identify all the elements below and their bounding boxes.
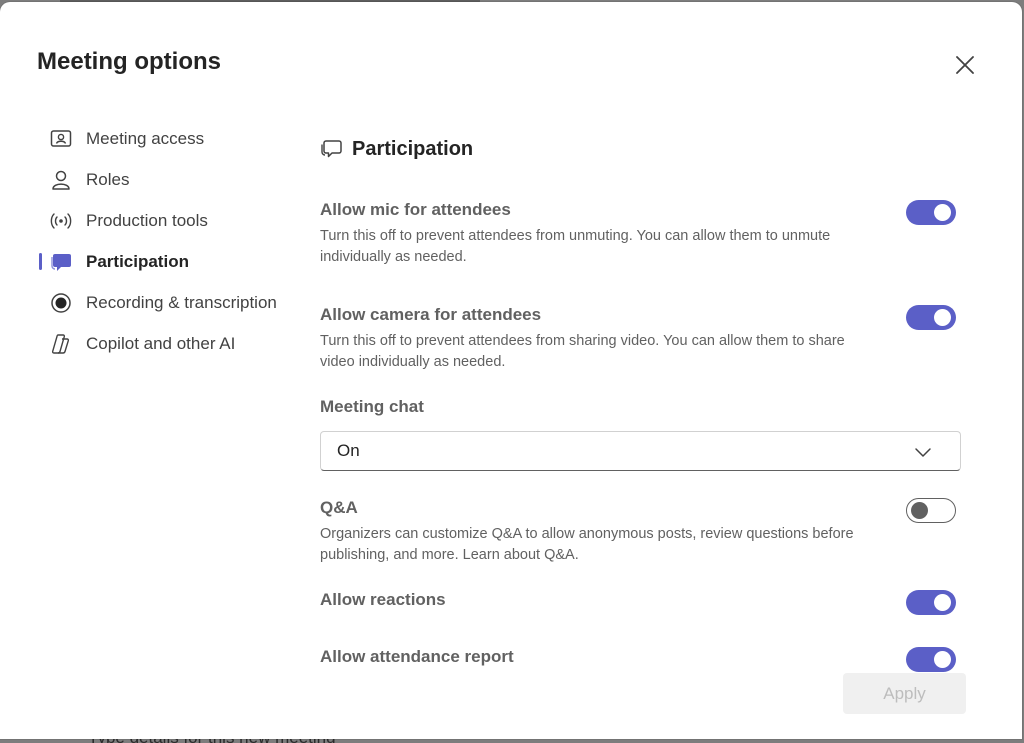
close-button[interactable] <box>950 50 980 80</box>
sidebar-item-label: Production tools <box>86 210 208 230</box>
setting-title: Allow camera for attendees <box>320 305 542 324</box>
mic-toggle[interactable] <box>906 200 956 225</box>
broadcast-icon <box>50 210 72 232</box>
camera-toggle[interactable] <box>906 305 956 330</box>
section-header <box>320 132 960 166</box>
toggle-knob <box>934 309 951 326</box>
setting-title: Meeting chat <box>320 397 424 416</box>
record-icon <box>50 292 72 314</box>
setting-meeting-chat <box>320 397 960 417</box>
sidebar-item-label: Copilot and other AI <box>86 333 236 353</box>
sidebar-item-copilot[interactable] <box>38 323 308 364</box>
copilot-icon <box>50 333 72 355</box>
sidebar-item-label: Roles <box>86 169 130 189</box>
apply-button[interactable]: Apply <box>843 673 966 714</box>
sidebar-item-label: Meeting access <box>86 128 205 148</box>
chat-bubbles-icon <box>320 137 344 161</box>
close-icon <box>956 56 974 74</box>
toggle-knob <box>934 594 951 611</box>
sidebar-nav <box>38 118 308 364</box>
sidebar-item-participation[interactable] <box>38 241 308 282</box>
setting-title: Allow mic for attendees <box>320 200 511 219</box>
chevron-down-icon <box>914 443 932 461</box>
attendance-toggle[interactable] <box>906 647 956 672</box>
qa-toggle[interactable] <box>906 498 956 523</box>
setting-description: Turn this off to prevent attendees from sharing video. You can allow them to share video individually as needed. <box>320 333 845 370</box>
section-title: Participation <box>352 137 474 160</box>
setting-title: Q&A <box>320 498 358 517</box>
setting-title: Allow reactions <box>320 590 446 609</box>
sidebar-item-meeting-access[interactable] <box>38 118 308 159</box>
meeting-access-icon <box>50 128 72 150</box>
sidebar-item-production-tools[interactable] <box>38 200 308 241</box>
sidebar-item-label: Participation <box>86 251 189 271</box>
setting-qa <box>320 498 960 566</box>
setting-description: Organizers can customize Q&A to allow anonymous posts, review questions before publishing, and more. Learn about Q&A. <box>320 526 854 563</box>
sidebar-item-label: Recording & transcription <box>86 292 277 312</box>
setting-title: Allow attendance report <box>320 647 514 666</box>
toggle-knob <box>911 502 928 519</box>
sidebar-item-roles[interactable] <box>38 159 308 200</box>
toggle-knob <box>934 204 951 221</box>
setting-attendance-report <box>320 647 960 667</box>
setting-description: Turn this off to prevent attendees from unmuting. You can allow them to unmute individually as needed. <box>320 228 831 265</box>
meeting-options-dialog <box>0 2 1022 739</box>
setting-allow-mic <box>320 200 960 268</box>
person-icon <box>50 169 72 191</box>
participation-panel <box>320 132 960 666</box>
sidebar-item-recording[interactable] <box>38 282 308 323</box>
reactions-toggle[interactable] <box>906 590 956 615</box>
meeting-chat-dropdown[interactable] <box>320 431 961 471</box>
dialog-title: Meeting options <box>37 48 221 75</box>
chat-bubbles-icon <box>50 251 72 273</box>
setting-allow-reactions <box>320 590 960 610</box>
dropdown-value: On <box>337 441 360 460</box>
toggle-knob <box>934 651 951 668</box>
active-indicator <box>39 253 42 270</box>
setting-allow-camera <box>320 305 960 373</box>
